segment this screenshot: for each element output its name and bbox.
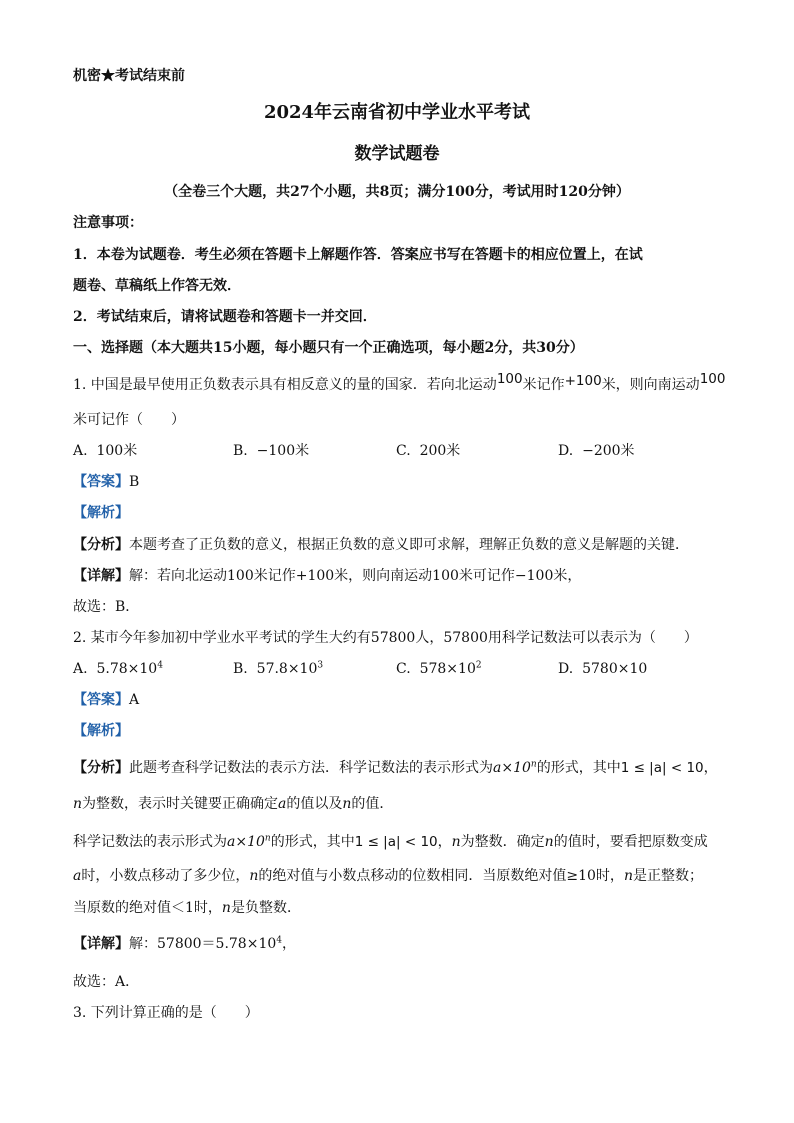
q2-option-a — [73, 659, 163, 679]
notes-item-1-line-1: 1．本卷为试题卷．考生必须在答题卡上解题作答．答案应书写在答题卡的相应位置上，在试 — [73, 247, 643, 263]
q2-detail — [73, 934, 296, 954]
sci-form-exponent: n — [530, 759, 537, 770]
var-n: n — [73, 796, 83, 812]
var-n: n — [342, 796, 352, 812]
option-label: B. — [233, 443, 248, 459]
q2-choose: 故选：A． — [73, 974, 140, 990]
q1-analysis — [73, 535, 689, 555]
answer-value: B — [129, 474, 140, 490]
q1-stem — [73, 371, 726, 395]
q1-jiexi-tag: 【解析】 — [73, 505, 129, 521]
q2-jiexi-tag: 【解析】 — [73, 723, 129, 739]
range-expression: 1 ≤ |a| < 10 — [620, 760, 704, 776]
var-n: n — [544, 834, 554, 850]
option-exponent: 3 — [317, 660, 324, 671]
explain-text: 的值时，要看把原数变成 — [553, 834, 708, 850]
explain-text: 科学记数法的表示形式为 — [73, 834, 227, 850]
q1-option-a — [73, 441, 137, 461]
q2-explain-line-3 — [73, 898, 301, 918]
sci-form: a×10 — [493, 760, 531, 776]
var-a: a — [278, 796, 287, 812]
q1-choose: 故选：B． — [73, 599, 140, 615]
option-value: 5.78×10 — [96, 661, 158, 677]
notes-item-2: 2．考试结束后，请将试题卷和答题卡一并交回． — [73, 309, 377, 325]
q2-explain-line-1 — [73, 832, 708, 852]
option-value: 100米 — [96, 443, 138, 459]
detail-text: 解：57800＝5.78×10 — [129, 936, 277, 952]
option-label: A. — [73, 443, 88, 459]
q1-stem-line-2: 米可记作（ ） — [73, 412, 185, 428]
option-value: 5780×10 — [582, 661, 648, 677]
q1-num-south: 100 — [699, 371, 726, 387]
explain-text: 时，小数点移动了多少位， — [81, 868, 250, 884]
answer-value: A — [129, 692, 140, 708]
q1-answer — [73, 472, 139, 492]
analysis-text: 此题考查科学记数法的表示方法．科学记数法的表示形式为 — [129, 760, 493, 776]
sci-form-exponent: n — [264, 833, 271, 844]
exam-title: 2024年云南省初中学业水平考试 — [263, 102, 531, 123]
option-value: 578×10 — [419, 661, 476, 677]
range-expression: 1 ≤ |a| < 10 — [354, 834, 438, 850]
q2-option-b — [233, 659, 323, 679]
option-value: 57.8×10 — [256, 661, 318, 677]
q2-option-d — [558, 659, 647, 679]
option-label: C. — [396, 443, 411, 459]
analysis-text: 的值以及 — [286, 796, 343, 812]
q2-option-c — [396, 659, 482, 679]
notes-item-1-line-2: 题卷、草稿纸上作答无效． — [73, 278, 241, 294]
explain-text: 当原数的绝对值＜1时， — [73, 900, 222, 916]
q1-option-b — [233, 441, 309, 461]
option-label: A. — [73, 661, 88, 677]
q1-detail — [73, 566, 581, 586]
option-exponent: 4 — [157, 660, 163, 671]
var-n: n — [221, 900, 231, 916]
section-1-heading: 一、选择题（本大题共15小题，每小题只有一个正确选项，每小题2分，共30分） — [73, 340, 584, 356]
exam-subject: 数学试题卷 — [354, 144, 440, 164]
option-exponent: 2 — [475, 660, 482, 671]
option-value: −200米 — [582, 443, 635, 459]
sci-form: a×10 — [227, 834, 265, 850]
detail-text: 解：若向北运动100米记作+100米，则向南运动100米可记作−100米， — [129, 568, 582, 584]
q2-stem: 2. 某市今年参加初中学业水平考试的学生大约有57800人，57800用科学记数法可以表示为（ ） — [73, 630, 698, 646]
q1-stem-part: 米，则向南运动 — [601, 377, 700, 393]
explain-text: 是负整数． — [230, 900, 301, 916]
analysis-text: 的值． — [351, 796, 394, 812]
notes-heading: 注意事项： — [73, 215, 143, 231]
answer-tag: 【答案】 — [73, 474, 129, 490]
var-n: n — [249, 868, 259, 884]
q2-analysis-line-1 — [73, 758, 718, 778]
analysis-text: 的形式，其中 — [536, 760, 621, 776]
analysis-tag: 【分析】 — [73, 537, 129, 553]
detail-text: ， — [282, 936, 296, 952]
exam-info: （全卷三个大题，共27个小题，共8页；满分100分，考试用时120分钟） — [164, 184, 630, 200]
var-a: a — [73, 868, 82, 884]
q1-option-c — [396, 441, 460, 461]
option-value: −100米 — [256, 443, 310, 459]
q2-explain-line-2 — [73, 866, 703, 886]
confidential-label: 机密★考试结束前 — [73, 68, 185, 84]
explain-text: 是正整数； — [632, 868, 703, 884]
detail-tag: 【详解】 — [73, 936, 129, 952]
q2-analysis-line-2 — [73, 794, 393, 814]
option-label: D. — [558, 443, 574, 459]
q2-answer — [73, 690, 139, 710]
explain-text: ， — [437, 834, 452, 850]
option-label: C. — [396, 661, 411, 677]
explain-text: 的绝对值与小数点移动的位数相同．当原数绝对值≥10时， — [258, 868, 624, 884]
option-value: 200米 — [419, 443, 461, 459]
detail-tag: 【详解】 — [73, 568, 129, 584]
answer-tag: 【答案】 — [73, 692, 129, 708]
detail-exponent: 4 — [276, 935, 282, 946]
explain-text: 为整数．确定 — [460, 834, 545, 850]
option-label: B. — [233, 661, 248, 677]
var-n: n — [623, 868, 633, 884]
q1-stem-part: 1. 中国是最早使用正负数表示具有相反意义的量的国家．若向北运动 — [73, 377, 497, 393]
analysis-text: 为整数，表示时关键要正确确定 — [82, 796, 279, 812]
analysis-tag: 【分析】 — [73, 760, 129, 776]
q1-stem-part: 米记作 — [522, 377, 565, 393]
q1-num-north: 100 — [496, 371, 523, 387]
q1-option-d — [558, 441, 635, 461]
analysis-text: 本题考查了正负数的意义，根据正负数的意义即可求解，理解正负数的意义是解题的关键． — [129, 537, 689, 553]
option-label: D. — [558, 661, 574, 677]
explain-text: 的形式，其中 — [270, 834, 355, 850]
var-n: n — [451, 834, 461, 850]
analysis-text: ， — [703, 760, 718, 776]
q1-num-plus: +100 — [564, 373, 602, 389]
q3-stem: 3. 下列计算正确的是（ ） — [73, 1005, 259, 1021]
